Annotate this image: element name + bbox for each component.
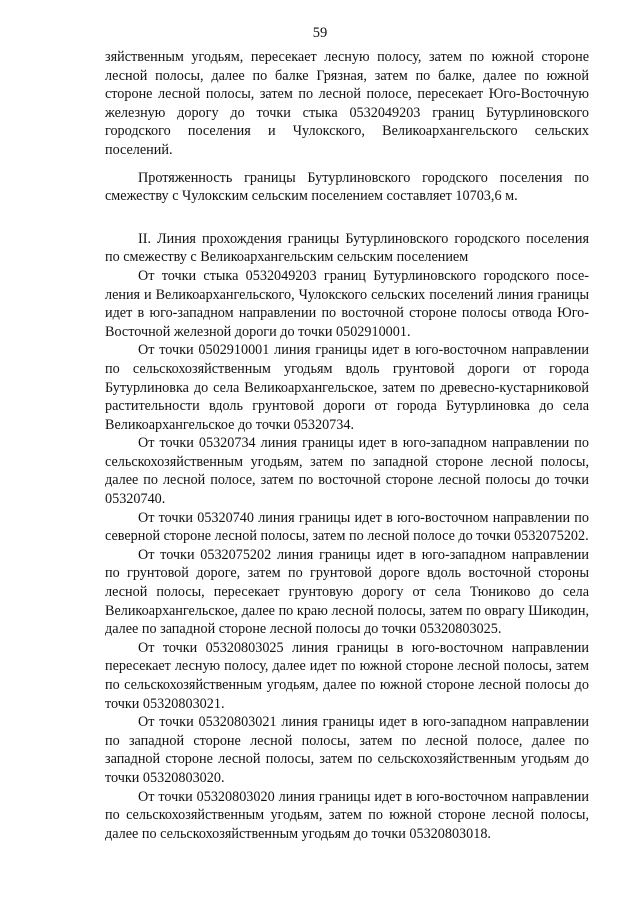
paragraph: От точки 05320803021 линия границы идет в юго-западном направлении по западной стороне лесной полосы, затем по лесной полосе, далее по западной стороне лесной полосы, затем по сельскохозяйственным угодьям до точки 05320803020.	[105, 714, 589, 786]
document-body	[105, 48, 589, 843]
paragraph: От точки 05320803020 линия границы идет в юго-восточном направлении по сельскохозяйственным угодьям, затем по южной стороне лесной полосы, далее по сельскохозяйственным угодьям до точки 05320803018.	[105, 788, 589, 842]
paragraph: От точки 05320803025 линия границы в юго-восточном направлении пересекает лесную полосу, далее идет по южной стороне лесной полосы, затем по сельскохозяйственным угодьям, далее по южной стороне лесной полосы до точки 05320803021.	[105, 639, 589, 712]
paragraph: От точки 0532075202 линия границы идет в юго-западном направлении по грунтовой дороге, затем по грунтовой дороге вдоль восточной стороны лесной полосы, пересекает грунтовую дорогу от села Тюниково до села Великоархангельское, далее по краю лесной полосы, затем по оврагу Шикодин, далее по западной стороне лесной полосы до точки 05320803025.	[105, 546, 589, 638]
paragraph-continued: зяйственным угодьям, пересекает лесную полосу, затем по южной стороне лесной полосы, далее по балке Грязная, затем по балке, далее по южной стороне лесной полосы, затем по лесной полосе, пересекает Юго-Восточную железную дорогу до точки стыка 0532049203 границ Бутурлиновского городского поселения и Чулокского, Великоархангельского сельских поселений.	[105, 49, 589, 158]
page-number: 59	[312, 25, 328, 41]
paragraph-boundary-length: Протяженность границы Бутурлиновского городского поселения по смежеству с Чулокским сельским поселением составляет 10703,6 м.	[105, 169, 589, 205]
paragraph: От точки 0502910001 линия границы идет в юго-восточном направлении по сельскохозяйственным угодьям вдоль грунтовой дороги от города Бутурлиновка до села Великоархангельское, затем по древесно-кустарниковой растительности вдоль грунтовой дороги от города Бутурлиновка до села Великоархангельское до точки 05320734.	[105, 342, 589, 433]
section-heading: II. Линия прохождения границы Бутурлиновского городского поселения по смежеству с Великоархангельским сельским поселением	[105, 230, 589, 266]
paragraph: От точки 05320734 линия границы идет в юго-западном направлении по сельскохозяйственным угодьям, затем по западной стороне лесной полосы, далее по лесной полосе, затем по восточной стороне лесной полосы до точки 05320740.	[105, 435, 589, 508]
paragraph: От точки 05320740 линия границы идет в юго-восточном направлении по северной стороне лесной полосы, затем по лесной полосе до точки 0532075202.	[105, 509, 589, 545]
paragraph: От точки стыка 0532049203 границ Бутурлиновского городского поселения и Великоархангельского, Чулокского сельских поселений линия границы идет в юго-западном направлении по восточной стороне полосы отвода Юго-Восточной железной дороги до точки 0502910001.	[105, 267, 589, 340]
